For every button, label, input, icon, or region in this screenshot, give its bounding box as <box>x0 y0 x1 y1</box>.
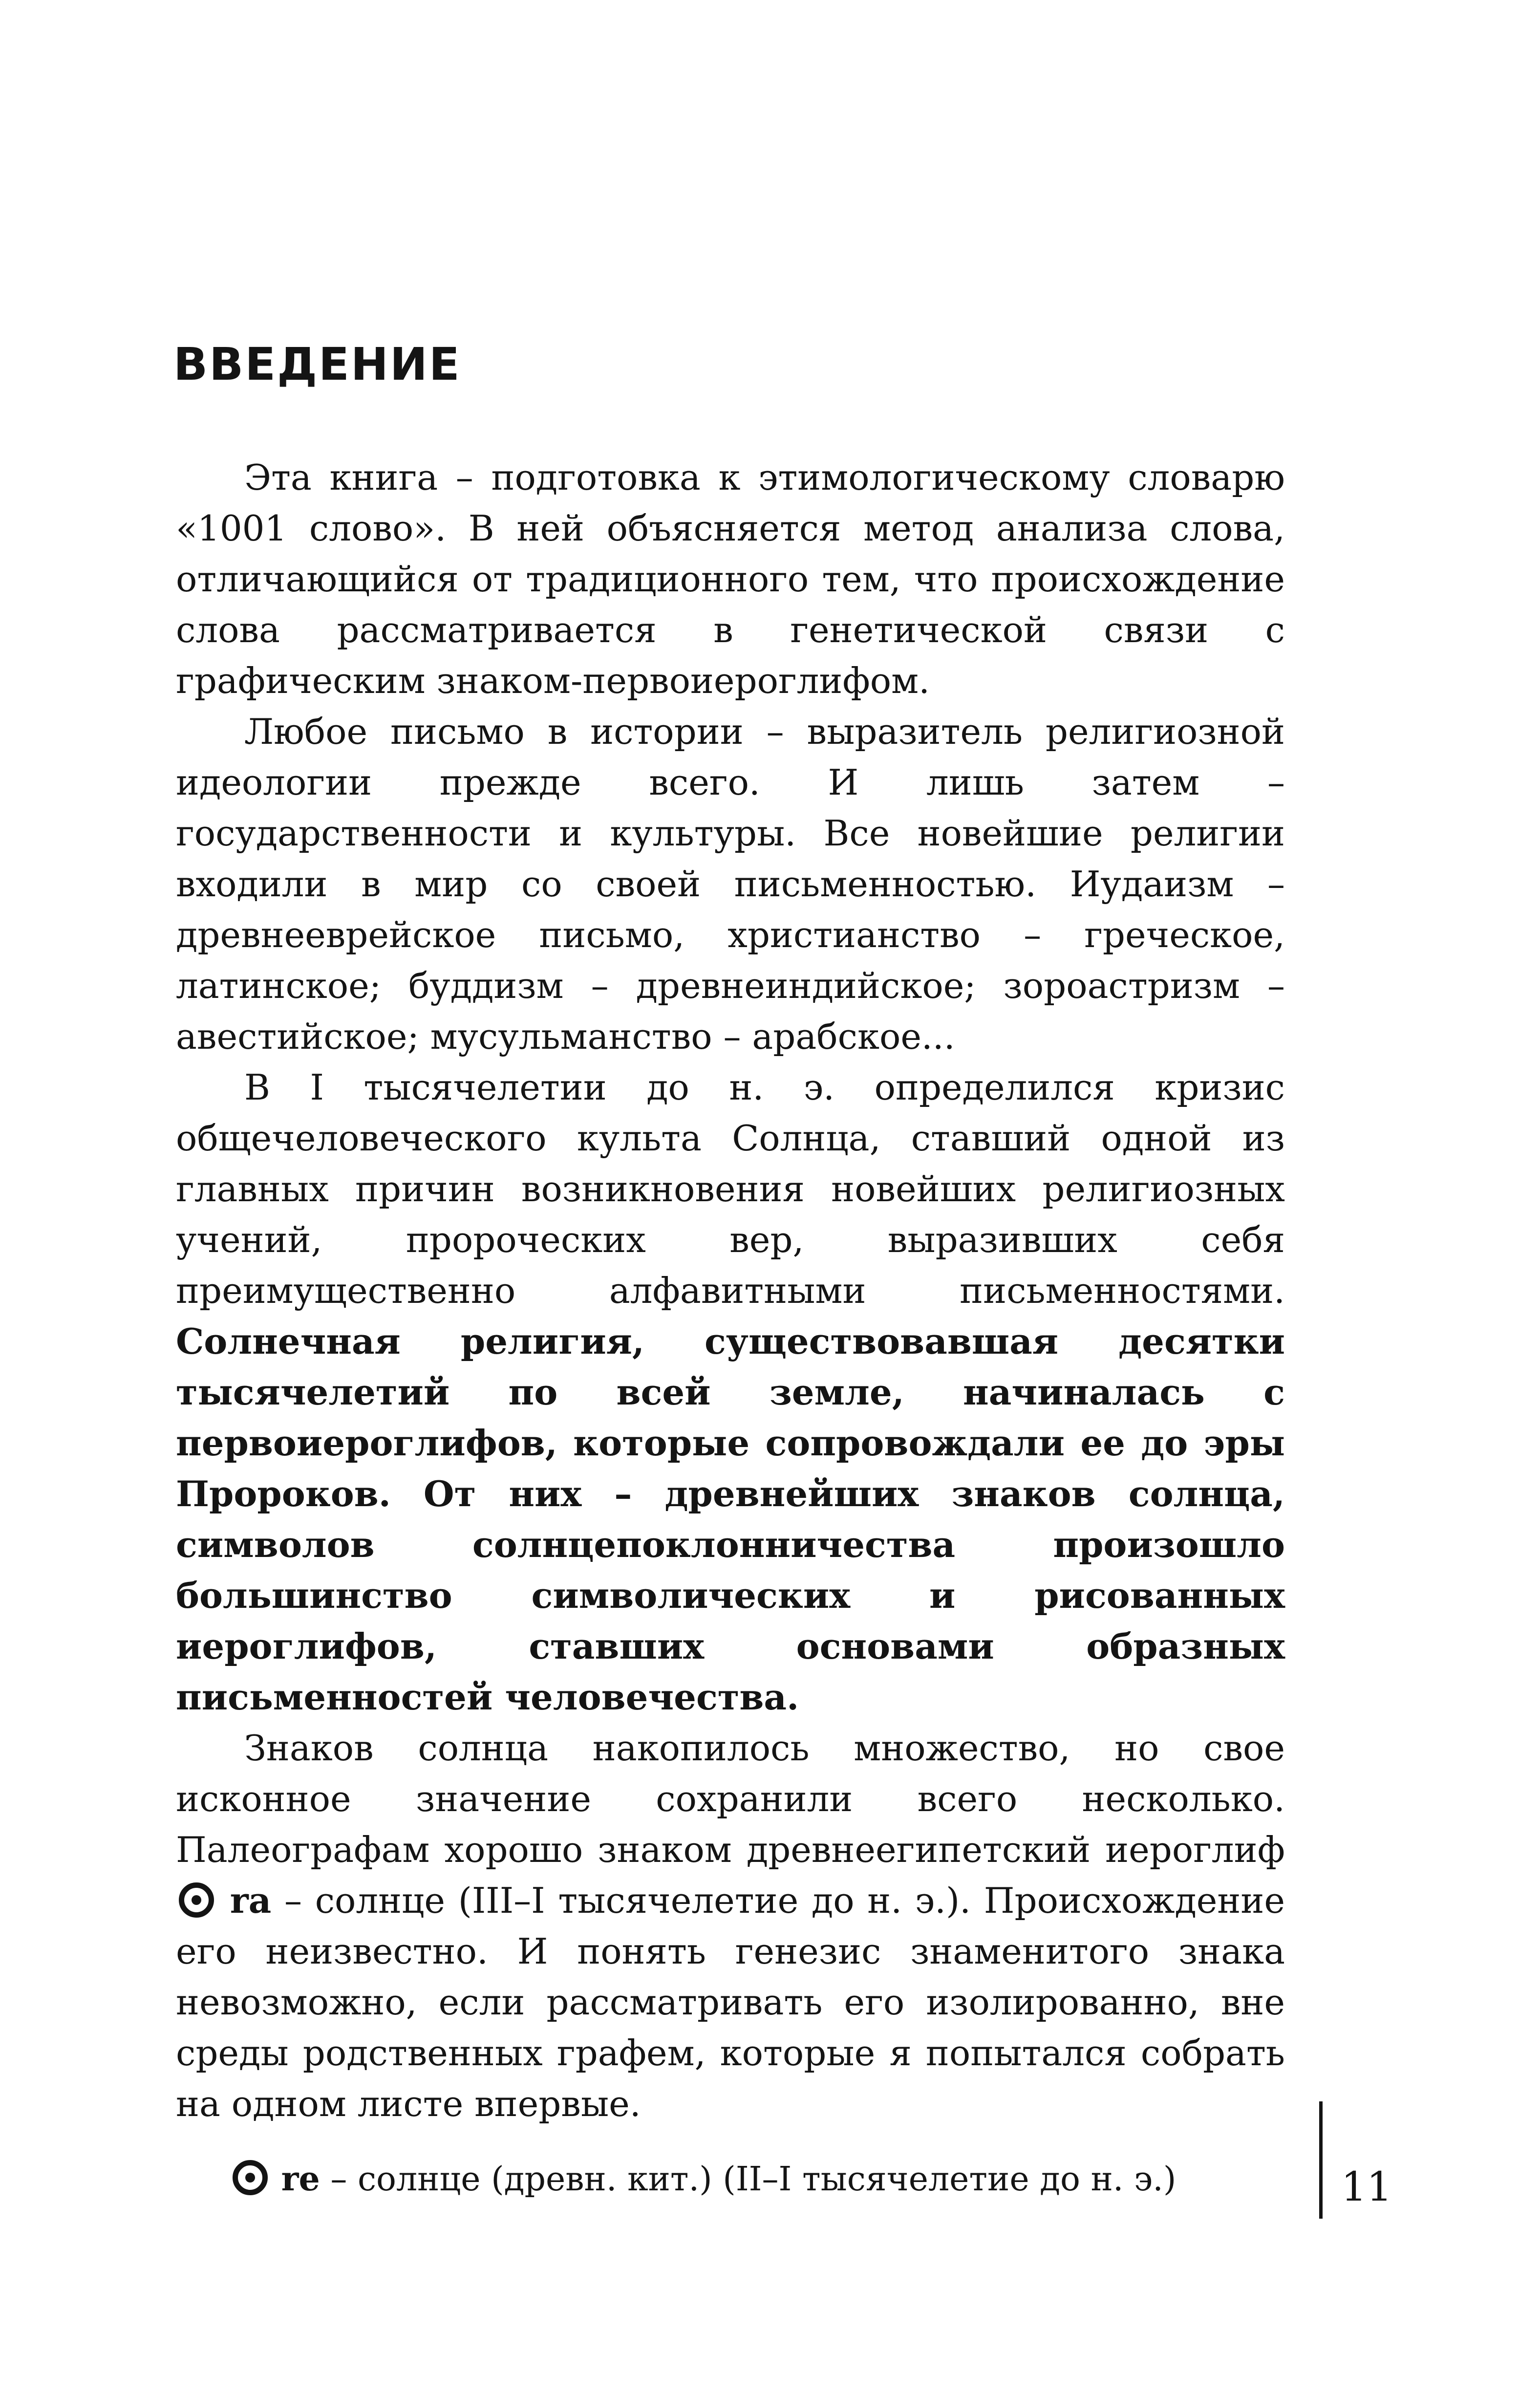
footnote-term: re <box>281 2160 320 2199</box>
chapter-heading: ВВЕДЕНИЕ <box>173 338 461 390</box>
footnote <box>230 2160 1176 2199</box>
paragraph-4-start: Знаков солнца накопилось множество, но свое исконное значение сохранили всего несколько. Палеографам хорошо знаком древнеегипетский иероглиф <box>176 1728 1285 1870</box>
paragraph-4-term: ra <box>230 1880 272 1921</box>
paragraph-3-bold: Солнечная религия, существовавшая десятки тысячелетий по всей земле, начиналась с первоиероглифов, которые сопровождали ее до эры Пророков. От них – древнейших знаков солнца, символов солнцепоклонничества произошло большинство символических и рисованных иероглифов, ставших основами образных письменностей человечества. <box>176 1320 1285 1718</box>
body-text <box>176 452 1285 2129</box>
paragraph-1: Эта книга – подготовка к этимологическому словарю «1001 слово». В ней объясняется метод анализа слова, отличающийся от традиционного тем, что происхождение слова рассматривается в генетической связи с графическим знаком-первоиероглифом. <box>176 457 1285 701</box>
paragraph-3 <box>176 1062 1285 1723</box>
paragraph-2: Любое письмо в истории – выразитель религиозной идеологии прежде всего. И лишь затем – государственности и культуры. Все новейшие религии входили в мир со своей письменностью. Иудаизм – древнееврейское письмо, христианство – греческое, латинское; буддизм – древнеиндийское; зороастризм – авестийское; мусульманство – арабское... <box>176 711 1285 1057</box>
page-number-rule <box>1319 2101 1323 2219</box>
page-number: 11 <box>1341 2164 1392 2210</box>
paragraph-3-normal: В I тысячелетии до н. э. определился кризис общечеловеческого культа Солнца, ставший одной из главных причин возникновения новейших религиозных учений, пророческих вер, выразивших себя преимущественно алфавитными письменностями. <box>176 1067 1285 1311</box>
circle-with-dot-icon <box>233 2160 268 2195</box>
paragraph-4 <box>176 1723 1285 2129</box>
footnote-text: – солнце (древн. кит.) (II–I тысячелетие до н. э.) <box>330 2160 1176 2199</box>
paragraph-4-end: – солнце (III–I тысячелетие до н. э.). Происхождение его неизвестно. И понять генезис знаменитого знака невозможно, если рассматривать его изолированно, вне среды родственных графем, которые я попытался собрать на одном листе впервые. <box>176 1880 1285 2124</box>
circle-with-dot-icon <box>179 1882 214 1918</box>
